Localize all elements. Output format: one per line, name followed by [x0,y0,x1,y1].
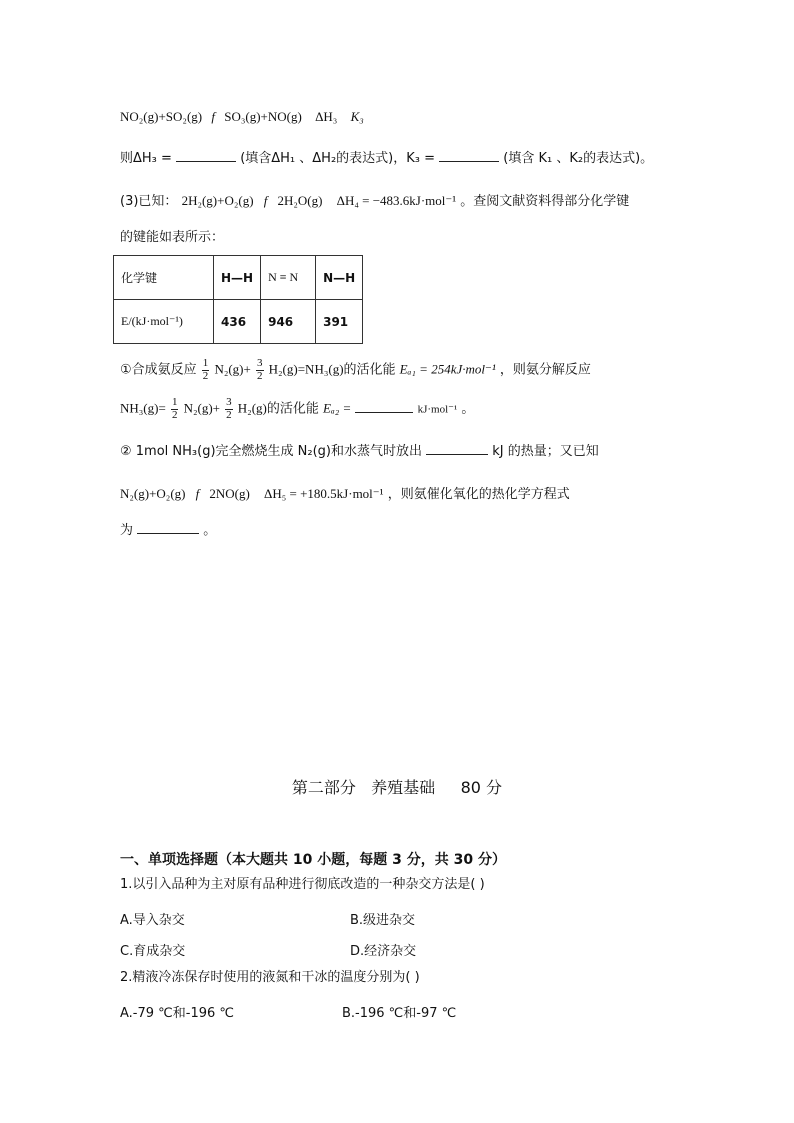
option-a[interactable]: A.-79 ℃和-196 ℃ [120,1006,234,1021]
q1-text-a: ①合成氨反应 [120,362,197,378]
fraction-half [171,397,179,421]
fraction-denominator: 2 [202,369,209,382]
eq3-dh: ΔH₃ [315,109,338,124]
table-header-cell: N—H [316,256,363,300]
option-d[interactable]: D.经济杂交 [350,944,417,959]
fraction-three-half [256,358,264,382]
table-row [114,300,363,344]
q1-h2: H₂(g)=NH₃(g)的活化能 [268,361,396,377]
table-cell: 436 [214,300,261,344]
question-2-stem: 2.精液冷冻保存时使用的液氮和干冰的温度分别为( ) [120,970,420,985]
section-head: 一、单项选择题（本大题共 10 小题，每题 3 分，共 30 分） [120,852,506,868]
ea2-blank[interactable] [355,411,413,413]
known-h2-combustion [120,194,629,208]
equation-3 [120,110,364,123]
known-suffix: 。查阅文献资料得部分化学键 [460,194,630,209]
question-1-stem: 1.以引入品种为主对原有品种进行彻底改造的一种杂交方法是( ) [120,877,485,892]
q1-nh3: NH₃(g)= [120,400,166,416]
question-2-line-1 [120,445,599,458]
q1-text-b: ，则氨分解反应 [499,362,591,378]
fraction-half [202,358,210,382]
heat-blank[interactable] [426,453,488,455]
question-2-line-2 [120,487,570,501]
table-cell: 946 [261,300,316,344]
q1-unit: kJ·mol⁻¹ [417,403,458,416]
table-header-cell: 化学键 [114,256,214,300]
dh4: ΔH₄ = −483.6kJ·mol⁻¹ [336,193,457,208]
k3-blank[interactable] [439,160,499,162]
fraction-three-half [225,397,233,421]
fraction-numerator: 1 [202,357,209,369]
n2-eq-right: 2NO(g) [209,486,250,501]
dh3-k3-line [120,152,653,165]
dh5: ΔH₅ = +180.5kJ·mol⁻¹ [263,486,384,501]
eq3-k: K₃ [350,109,364,124]
fraction-denominator: 2 [257,369,263,382]
eq3-right: SO₃(g)+NO(g) [224,109,302,124]
bond-energy-table [113,255,363,344]
question-1-line-1 [120,358,591,382]
n2-eq-arrow: f [195,486,200,501]
table-cell: 391 [316,300,363,344]
fraction-numerator: 3 [257,357,263,369]
h2-eq-right: 2H₂O(g) [277,193,323,208]
part2-title: 第二部分 养殖基础 80 分 [291,778,503,797]
fraction-denominator: 2 [171,408,178,421]
q1-n2: N₂(g)+ [214,361,251,377]
dh3-blank[interactable] [176,160,236,162]
q1-ea1: Eₐ₁ = 254kJ·mol⁻¹ [399,361,496,377]
q2-text-a: ② 1mol NH₃(g)完全燃烧生成 N₂(g)和水蒸气时放出 [120,444,422,459]
option-b[interactable]: B.-196 ℃和-97 ℃ [342,1006,457,1021]
option-b[interactable]: B.级进杂交 [350,913,416,928]
table-header-cell: H—H [214,256,261,300]
q2-suffix: ，则氨催化氧化的热化学方程式 [387,487,570,502]
question-2-line-3 [120,524,216,537]
eq3-left: NO₂(g)+SO₂(g) [120,109,203,124]
question-1-line-2 [120,397,474,421]
q2-last-prefix: 为 [120,523,134,538]
equation-blank[interactable] [137,532,199,534]
q2-last-end: 。 [203,523,217,538]
h2-eq-arrow: f [263,193,268,208]
k3-fill-hint: (填含 K₁ 、K₂的表达式)。 [503,151,654,166]
q2-text-b: kJ 的热量；又已知 [492,444,599,459]
q1-end: 。 [461,401,475,417]
fraction-numerator: 1 [171,396,178,408]
table-intro: 的键能如表所示： [120,230,225,245]
q1-line2-n2: N₂(g)+ [183,400,221,416]
table-row-label: E/(kJ·mol⁻¹) [114,300,214,344]
table-row [114,256,363,300]
option-c[interactable]: C.育成杂交 [120,944,186,959]
dh3-fill-hint: (填含ΔH₁ 、ΔH₂的表达式)，K₃ = [240,151,435,166]
h2-eq-left: 2H₂(g)+O₂(g) [181,193,254,208]
fraction-numerator: 3 [226,396,232,408]
option-a[interactable]: A.导入杂交 [120,913,185,928]
n2-eq-left: N₂(g)+O₂(g) [120,486,186,501]
eq3-arrow: f [211,109,215,124]
q1-line2-h2: H₂(g)的活化能 [237,400,319,416]
fraction-denominator: 2 [226,408,232,421]
known-prefix: (3)已知： [120,194,178,209]
q1-ea2: Eₐ₂ = [323,400,352,416]
table-header-cell: N ≡ N [261,256,316,300]
dh3-prefix: 则ΔH₃ = [120,151,172,166]
